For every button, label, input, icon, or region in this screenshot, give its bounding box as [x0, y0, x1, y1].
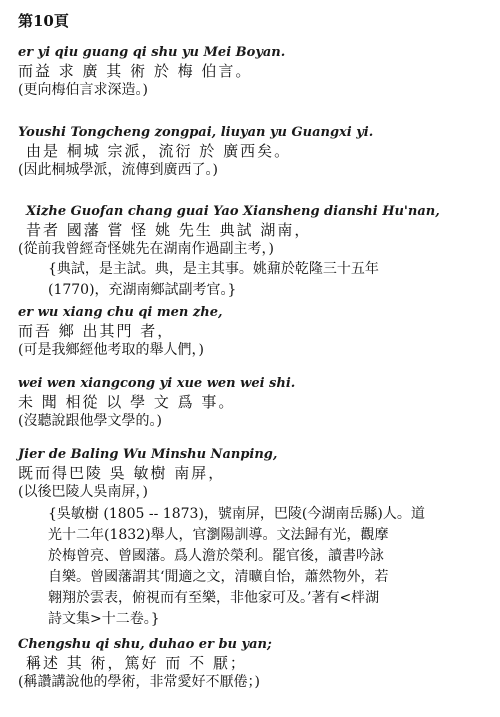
translation-line: (可是我鄉經他考取的舉人們，)	[18, 342, 204, 358]
note-line: 光十二年(1832)舉人，官瀏陽訓導。文法歸有光，觀摩	[48, 527, 389, 543]
chinese-line: 未 聞 相從 以 學 文 爲 事。	[18, 393, 236, 411]
pinyin-line: er yi qiu guang qi shu yu Mei Boyan.	[18, 45, 286, 60]
chinese-line: 稱述 其 術，篤好 而 不 厭；	[26, 654, 247, 672]
note-line: (1770)，充湖南鄉試副考官。}	[48, 282, 237, 298]
passage-block	[18, 446, 488, 630]
chinese-line: 而益 求 廣 其 術 於 梅 伯言。	[18, 62, 253, 80]
chinese-line: 昔者 國藩 嘗 怪 姚 先生 典試 湖南，	[26, 221, 312, 239]
pinyin-line: er wu xiang chu qi men zhe,	[18, 305, 223, 320]
translation-line: (更向梅伯言求深造。)	[18, 82, 148, 98]
translation-line: (稱讚講說他的學術，非常愛好不厭倦；)	[18, 674, 260, 690]
passage-block	[18, 304, 488, 360]
annotation-note	[48, 504, 478, 630]
chinese-line: 由是 桐城 宗派，流衍 於 廣西矣。	[26, 142, 292, 160]
passage-block	[18, 44, 488, 100]
annotation-note	[48, 259, 478, 301]
chinese-line: 而吾 鄉 出其門 者，	[18, 322, 175, 340]
pinyin-line: Youshi Tongcheng zongpai, liuyan yu Guangxi yi.	[18, 125, 374, 140]
pinyin-line: Xizhe Guofan chang guai Yao Xiansheng dianshi Hu'nan,	[26, 204, 440, 219]
note-line: 翱翔於雲表，俯視而有至樂，非他家可及。’著有<柈湖	[48, 590, 380, 606]
chinese-line: 既而得巴陵 吳 敏樹 南屏，	[18, 464, 226, 482]
passage-block	[18, 203, 488, 301]
passage-block	[18, 375, 488, 431]
passage-block	[18, 636, 488, 692]
translation-line: (從前我曾經奇怪姚先在湖南作過副主考，)	[18, 241, 274, 257]
note-line: 自樂。曾國藩謂其‘閒適之文，清曠自怡，蕭然物外，若	[48, 569, 389, 585]
passage-block	[18, 124, 488, 180]
page-number-header: 第10頁	[18, 12, 69, 30]
pinyin-line: Jier de Baling Wu Minshu Nanping,	[18, 447, 278, 462]
note-line: {典試，是主試。典，是主其事。姚鼐於乾隆三十五年	[48, 261, 379, 277]
translation-line: (以後巴陵人吳南屏，)	[18, 484, 148, 500]
pinyin-line: wei wen xiangcong yi xue wen wei shi.	[18, 376, 296, 391]
note-line: 詩文集>十二卷。}	[48, 611, 160, 627]
pinyin-line: Chengshu qi shu, duhao er bu yan;	[18, 637, 272, 652]
translation-line: (沒聽說跟他學文學的。)	[18, 413, 162, 429]
note-line: {吳敏樹 (1805 -- 1873)，號南屏，巴陵(今湖南岳縣)人。道	[48, 506, 425, 522]
translation-line: (因此桐城學派，流傳到廣西了。)	[18, 162, 218, 178]
note-line: 於梅曾亮、曾國藩。爲人澹於榮利。罷官後，讀書吟詠	[48, 548, 384, 564]
